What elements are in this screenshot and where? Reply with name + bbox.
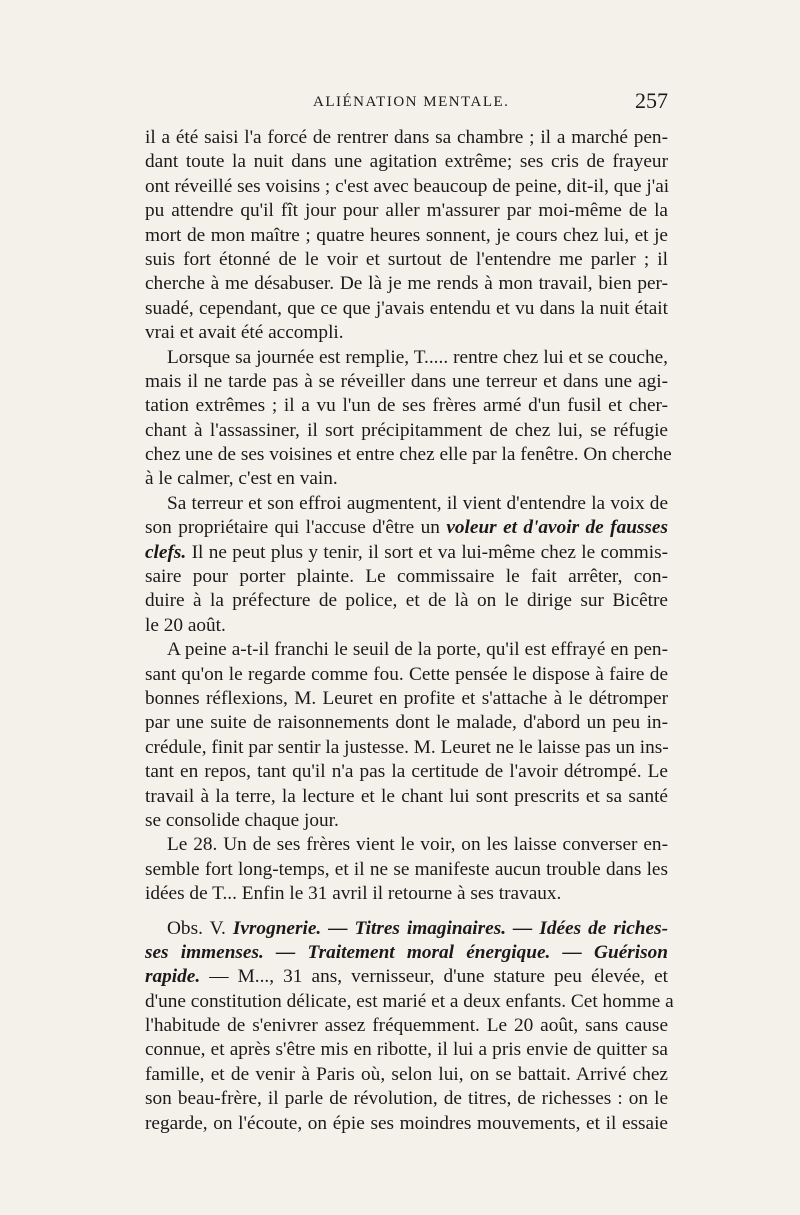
text-line: son beau-frère, il parle de révolution, de titres, de richesses : on le: [145, 1088, 668, 1110]
text-line: il a été saisi l'a forcé de rentrer dans sa chambre ; il a marché pen-: [145, 127, 668, 148]
text-line: par une suite de raisonnements dont le malade, d'abord un peu in-: [145, 712, 668, 734]
text-line: saire pour porter plainte. Le commissaire le fait arrêter, con-: [145, 566, 668, 588]
text-line: duire à la préfecture de police, et de là on le dirige sur Bicêtre: [145, 590, 668, 612]
text-line: tation extrêmes ; il a vu l'un de ses frères armé d'un fusil et cher-: [145, 395, 668, 417]
text-line: pu attendre qu'il fît jour pour aller m'assurer par moi-même de la: [145, 200, 668, 222]
body-text: [145, 126, 674, 1136]
text-line: A peine a-t-il franchi le seuil de la porte, qu'il est effrayé en pen-: [167, 639, 668, 661]
italic-phrase: voleur et d'avoir de fausses: [446, 517, 668, 539]
text-line: bonnes réflexions, M. Leuret en profite et s'attache à le détromper: [145, 687, 668, 709]
text-line: vrai et avait été accompli.: [145, 322, 344, 344]
text-line: suis fort étonné de le voir et surtout de l'entendre me parler ; il: [145, 248, 668, 270]
text-line: semble fort long-temps, et il ne se manifeste aucun trouble dans les: [145, 858, 668, 880]
text-line: tant en repos, tant qu'il n'a pas la certitude de l'avoir détrompé. Le: [145, 761, 668, 783]
observation-title: ses immenses. — Traitement moral énergique. — Guérison: [145, 941, 668, 963]
text-line: Lorsque sa journée est remplie, T..... rentre chez lui et se couche,: [167, 346, 668, 368]
text-line: chant à l'assassiner, il sort précipitamment de chez lui, se réfugie: [145, 419, 668, 441]
text-line: [145, 516, 668, 540]
text-line: famille, et de venir à Paris où, selon lui, on se battait. Arrivé chez: [145, 1063, 668, 1085]
text-line: à le calmer, c'est en vain.: [145, 468, 338, 490]
text-line: chez une de ses voisines et entre chez elle par la fenêtre. On cherche: [145, 444, 672, 466]
text-line: travail à la terre, la lecture et le chant lui sont prescrits et sa santé: [145, 785, 668, 807]
text-line: l'habitude de s'enivrer assez fréquemment. Le 20 août, sans cause: [145, 1015, 668, 1037]
text-line: Le 28. Un de ses frères vient le voir, on les laisse converser en-: [167, 834, 668, 856]
running-title: ALIÉNATION MENTALE.: [313, 94, 510, 110]
observation-title: rapide.: [145, 966, 201, 988]
text-line: [145, 541, 668, 565]
text-line: ont réveillé ses voisins ; c'est avec beaucoup de peine, dit-il, que j'ai: [145, 175, 670, 197]
text-line: mais il ne tarde pas à se réveiller dans une terreur et dans une agi-: [145, 370, 668, 392]
page-header: [145, 88, 668, 118]
text-line: regarde, on l'écoute, on épie ses moindres mouvements, et il essaie: [145, 1112, 668, 1134]
text-line: suadé, cependant, que ce que j'avais entendu et vu dans la nuit était: [145, 297, 668, 319]
text-line: sant qu'on le regarde comme fou. Cette pensée le dispose à faire de: [145, 663, 668, 685]
observation-label: Obs. V.: [167, 917, 226, 939]
italic-phrase: clefs.: [145, 541, 187, 563]
observation-heading: [145, 917, 668, 941]
paragraph-gap: [145, 907, 668, 917]
text-line: mort de mon maître ; quatre heures sonnent, je cours chez lui, et je: [145, 224, 668, 246]
text-segment: son propriétaire qui l'accuse d'être un: [145, 517, 440, 539]
text-line: se consolide chaque jour.: [145, 809, 339, 831]
observation-title-line: [145, 941, 668, 965]
text-line: [145, 965, 668, 989]
text-segment: Il ne peut plus y tenir, il sort et va lui-même chez le commis-: [191, 541, 668, 563]
text-line: idées de T... Enfin le 31 avril il retourne à ses travaux.: [145, 883, 562, 905]
text-line: crédule, finit par sentir la justesse. M. Leuret ne le laisse pas un ins-: [145, 736, 669, 758]
text-line: connue, et après s'être mis en ribotte, il lui a pris envie de quitter sa: [145, 1039, 668, 1061]
observation-title: Ivrognerie. — Titres imaginaires. — Idées de riches-: [232, 917, 668, 939]
text-line: d'une constitution délicate, est marié et a deux enfants. Cet homme a: [145, 990, 674, 1012]
text-line: le 20 août.: [145, 614, 226, 636]
text-segment: — M..., 31 ans, vernisseur, d'une stature peu élevée, et: [209, 966, 668, 988]
page-number: 257: [635, 88, 668, 113]
text-line: Sa terreur et son effroi augmentent, il vient d'entendre la voix de: [167, 492, 668, 514]
text-line: dant toute la nuit dans une agitation extrême; ses cris de frayeur: [145, 151, 668, 173]
text-line: cherche à me désabuser. De là je me rends à mon travail, bien per-: [145, 273, 668, 295]
